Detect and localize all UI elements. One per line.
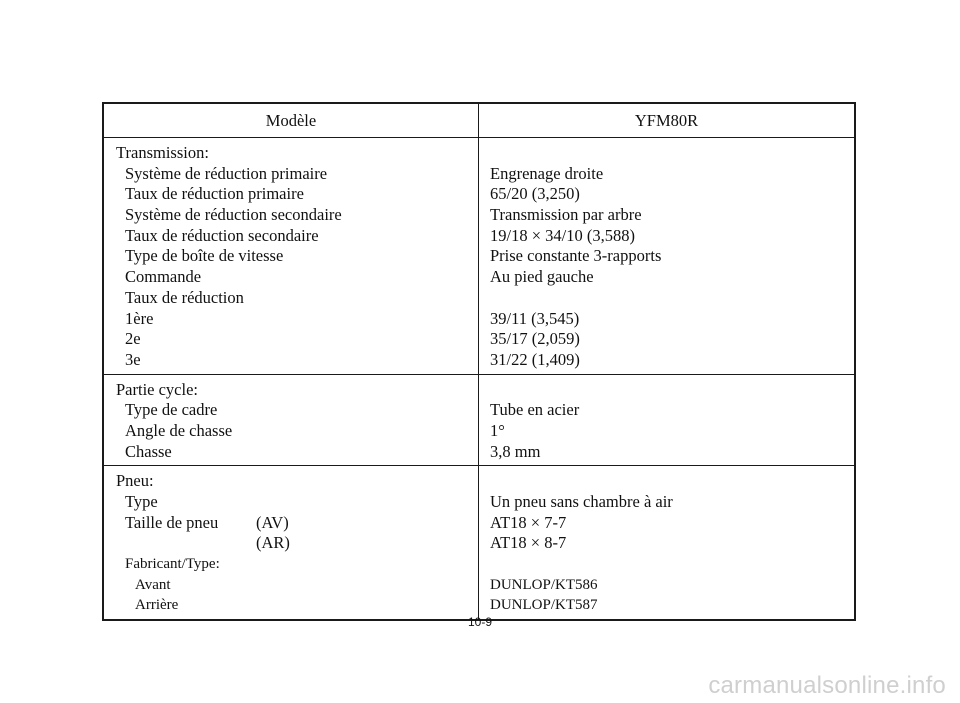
spec-value: DUNLOP/KT587 <box>490 597 598 614</box>
section-title: Pneu: <box>116 471 154 491</box>
transmission-values <box>479 138 854 374</box>
spec-label: Fabricant/Type: <box>125 556 220 573</box>
spec-label: Arrière <box>135 597 179 614</box>
spec-label: Angle de chasse <box>125 420 233 440</box>
spec-value: Au pied gauche <box>490 267 594 287</box>
spec-label: 3e <box>125 349 141 369</box>
spec-value: Engrenage droite <box>490 163 604 183</box>
spec-label: 1ère <box>125 308 154 328</box>
spec-label: Taux de réduction primaire <box>125 184 304 204</box>
spec-value <box>479 288 854 309</box>
label-spacer <box>125 533 256 554</box>
spec-label: Système de réduction primaire <box>125 163 328 183</box>
spec-value: 19/18 × 34/10 (3,588) <box>490 225 635 245</box>
chassis-values <box>479 375 854 466</box>
tire-section <box>104 465 854 619</box>
spec-label: Type <box>125 492 158 511</box>
page-number: 10-9 <box>467 615 493 629</box>
spec-label: Taille de pneu <box>125 512 219 532</box>
spacer <box>479 554 854 575</box>
spec-value: DUNLOP/KT586 <box>490 576 598 593</box>
spec-label: 2e <box>125 329 141 349</box>
spec-value: Tube en acier <box>490 400 580 420</box>
spec-label: Taux de réduction secondaire <box>125 225 319 245</box>
tire-values <box>479 466 854 619</box>
spec-table <box>102 102 856 621</box>
spec-label: Type de cadre <box>125 400 218 420</box>
spec-value: AT18 × 8-7 <box>490 533 567 553</box>
rear-tag: (AR) <box>256 533 290 553</box>
spacer <box>479 380 854 401</box>
transmission-section <box>104 137 854 374</box>
spec-value: 39/11 (3,545) <box>490 308 580 328</box>
spec-value: 65/20 (3,250) <box>490 184 580 204</box>
spec-value: 1° <box>490 420 505 440</box>
section-title: Partie cycle: <box>116 379 199 399</box>
spec-value: Un pneu sans chambre à air <box>490 492 673 511</box>
section-title: Transmission: <box>116 143 209 162</box>
spec-label: Système de réduction secondaire <box>125 205 342 225</box>
spec-value: 35/17 (2,059) <box>490 329 580 349</box>
spacer <box>479 471 854 492</box>
spec-value: Transmission par arbre <box>490 205 642 225</box>
spacer <box>479 143 854 164</box>
chassis-section <box>104 374 854 466</box>
front-tag: (AV) <box>256 512 289 532</box>
tire-size-front-row <box>104 513 478 534</box>
spec-value: 31/22 (1,409) <box>490 349 580 369</box>
transmission-labels <box>104 138 479 374</box>
table-header-row <box>104 104 854 137</box>
watermark: carmanualsonline.info <box>708 672 946 699</box>
spec-label: Taux de réduction <box>125 287 244 307</box>
tire-labels <box>104 466 479 619</box>
spec-label: Avant <box>135 576 171 593</box>
spec-label: Type de boîte de vitesse <box>125 246 284 266</box>
chassis-labels <box>104 375 479 466</box>
spec-value: AT18 × 7-7 <box>490 512 567 532</box>
spec-value: Prise constante 3-rapports <box>490 246 662 266</box>
spec-value: 3,8 mm <box>490 441 541 461</box>
tire-size-rear-row <box>104 533 478 554</box>
spec-label: Chasse <box>125 441 172 461</box>
header-model-label: Modèle <box>104 104 479 137</box>
header-model-value: YFM80R <box>634 110 699 130</box>
spec-label: Commande <box>125 267 202 287</box>
